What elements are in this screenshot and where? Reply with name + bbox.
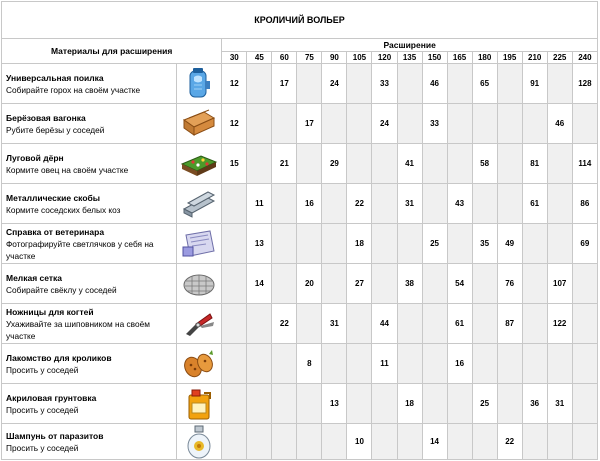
level-header: 60 [272,52,297,64]
value-cell [472,264,497,304]
value-cell [472,344,497,384]
value-cell [372,184,397,224]
value-cell [397,304,422,344]
table-row [2,344,598,384]
level-header: 30 [222,52,247,64]
value-cell: 122 [547,304,572,344]
value-cell: 76 [497,264,522,304]
table-row [2,64,598,104]
shampoo-icon [177,424,222,460]
value-cell [572,264,597,304]
value-cell [322,184,347,224]
value-cell [522,304,547,344]
value-cell [447,144,472,184]
level-header: 135 [397,52,422,64]
material-name: Металлические скобы [6,192,101,203]
table-row [2,104,598,144]
table-title: КРОЛИЧИЙ ВОЛЬЕР [2,2,598,39]
material-hint: Собирайте свёклу у соседей [6,284,117,295]
value-cell [272,224,297,264]
value-cell: 25 [422,224,447,264]
value-cell: 33 [372,64,397,104]
value-cell: 128 [572,64,597,104]
value-cell: 114 [572,144,597,184]
value-cell: 15 [222,144,247,184]
material-name: Мелкая сетка [6,272,62,283]
value-cell [422,384,447,424]
value-cell [497,144,522,184]
value-cell: 18 [347,224,372,264]
value-cell [497,104,522,144]
value-cell [247,304,272,344]
material-hint: Фотографируйте светлячков у себя на участке [6,238,154,261]
value-cell: 24 [372,104,397,144]
value-cell: 36 [522,384,547,424]
value-cell [522,344,547,384]
level-header: 240 [572,52,597,64]
value-cell [322,224,347,264]
value-cell: 81 [522,144,547,184]
material-hint: Просить у соседей [6,364,79,375]
value-cell: 54 [447,264,472,304]
value-cell: 87 [497,304,522,344]
value-cell [547,224,572,264]
value-cell [297,224,322,264]
value-cell [397,424,422,460]
value-cell: 20 [297,264,322,304]
value-cell [222,224,247,264]
value-cell: 10 [347,424,372,460]
table-row [2,184,598,224]
value-cell: 61 [447,304,472,344]
value-cell [422,304,447,344]
material-cell [2,104,177,144]
value-cell: 11 [372,344,397,384]
value-cell: 18 [397,384,422,424]
value-cell: 24 [322,64,347,104]
value-cell: 46 [422,64,447,104]
material-name: Луговой дёрн [6,152,64,163]
value-cell: 27 [347,264,372,304]
table-row [2,424,598,460]
value-cell [422,184,447,224]
value-cell [547,64,572,104]
material-cell [2,224,177,264]
expansion-header: Расширение [222,39,598,52]
value-cell: 12 [222,104,247,144]
value-cell: 33 [422,104,447,144]
value-cell [472,424,497,460]
value-cell [272,104,297,144]
level-header: 105 [347,52,372,64]
water-bottle-icon [177,64,222,104]
value-cell: 31 [547,384,572,424]
value-cell [347,104,372,144]
value-cell [322,104,347,144]
turf-icon [177,144,222,184]
value-cell [397,104,422,144]
value-cell [322,264,347,304]
value-cell [297,64,322,104]
value-cell: 17 [297,104,322,144]
value-cell: 22 [272,304,297,344]
material-hint: Кормите овец на своём участке [6,164,129,175]
value-cell [447,64,472,104]
value-cell [347,64,372,104]
material-cell [2,264,177,304]
value-cell [347,144,372,184]
value-cell: 17 [272,64,297,104]
value-cell [472,104,497,144]
material-cell [2,344,177,384]
table-row [2,264,598,304]
value-cell: 13 [247,224,272,264]
value-cell: 43 [447,184,472,224]
value-cell [222,344,247,384]
value-cell: 29 [322,144,347,184]
value-cell [572,104,597,144]
material-hint: Просить у соседей [6,404,79,415]
value-cell: 49 [497,224,522,264]
value-cell [572,344,597,384]
value-cell: 8 [297,344,322,384]
value-cell: 69 [572,224,597,264]
material-hint: Ухаживайте за шиповником на своём участке [6,318,150,341]
table-row [2,224,598,264]
value-cell [397,224,422,264]
material-cell [2,424,177,460]
value-cell: 38 [397,264,422,304]
level-header: 75 [297,52,322,64]
value-cell: 86 [572,184,597,224]
material-name: Акриловая грунтовка [6,392,97,403]
value-cell [447,384,472,424]
value-cell: 31 [397,184,422,224]
value-cell [272,184,297,224]
material-cell [2,304,177,344]
value-cell [222,384,247,424]
level-header: 150 [422,52,447,64]
level-header: 210 [522,52,547,64]
level-header: 195 [497,52,522,64]
value-cell: 22 [497,424,522,460]
value-cell [547,344,572,384]
value-cell: 14 [247,264,272,304]
value-cell [372,144,397,184]
level-header: 90 [322,52,347,64]
value-cell: 58 [472,144,497,184]
value-cell [522,424,547,460]
value-cell [447,224,472,264]
value-cell [347,384,372,424]
value-cell [372,384,397,424]
value-cell: 11 [247,184,272,224]
value-cell [272,264,297,304]
value-cell: 14 [422,424,447,460]
value-cell: 65 [472,64,497,104]
value-cell [572,384,597,424]
expansion-table [1,1,598,460]
value-cell [472,184,497,224]
vet-certificate-icon [177,224,222,264]
level-header: 165 [447,52,472,64]
value-cell [422,264,447,304]
level-header: 120 [372,52,397,64]
value-cell [297,384,322,424]
value-cell [372,264,397,304]
value-cell [547,144,572,184]
value-cell: 61 [522,184,547,224]
value-cell [397,344,422,384]
value-cell [247,424,272,460]
value-cell [522,264,547,304]
value-cell: 21 [272,144,297,184]
value-cell [272,344,297,384]
acrylic-primer-icon [177,384,222,424]
value-cell [497,64,522,104]
value-cell [222,264,247,304]
value-cell [547,184,572,224]
materials-header: Материалы для расширения [2,39,222,64]
wire-mesh-icon [177,264,222,304]
value-cell [247,144,272,184]
value-cell [447,424,472,460]
value-cell: 91 [522,64,547,104]
value-cell [297,144,322,184]
value-cell [572,424,597,460]
value-cell: 25 [472,384,497,424]
value-cell [497,344,522,384]
material-cell [2,384,177,424]
value-cell: 22 [347,184,372,224]
material-cell [2,144,177,184]
value-cell [372,424,397,460]
material-name: Шампунь от паразитов [6,430,104,441]
material-hint: Собирайте горох на своём участке [6,84,141,95]
material-cell [2,184,177,224]
table-row [2,144,598,184]
value-cell [272,424,297,460]
level-header: 180 [472,52,497,64]
material-cell [2,64,177,104]
wood-planks-icon [177,104,222,144]
value-cell [222,424,247,460]
level-header: 225 [547,52,572,64]
value-cell [247,64,272,104]
value-cell [222,184,247,224]
value-cell [497,184,522,224]
value-cell [297,424,322,460]
value-cell: 46 [547,104,572,144]
value-cell [347,344,372,384]
material-name: Справка от ветеринара [6,226,105,237]
value-cell: 16 [447,344,472,384]
metal-brackets-icon [177,184,222,224]
value-cell [472,304,497,344]
value-cell [272,384,297,424]
material-hint: Рубите берёзы у соседей [6,124,105,135]
value-cell: 44 [372,304,397,344]
value-cell [422,344,447,384]
value-cell [522,104,547,144]
material-name: Лакомство для кроликов [6,352,112,363]
table-row [2,384,598,424]
material-hint: Кормите соседских белых коз [6,204,121,215]
material-name: Универсальная поилка [6,72,104,83]
value-cell: 41 [397,144,422,184]
value-cell [547,424,572,460]
level-header: 45 [247,52,272,64]
value-cell [322,344,347,384]
value-cell: 107 [547,264,572,304]
material-hint: Просить у соседей [6,442,79,453]
value-cell [297,304,322,344]
value-cell: 12 [222,64,247,104]
value-cell [322,424,347,460]
table-row [2,304,598,344]
value-cell [222,304,247,344]
value-cell: 31 [322,304,347,344]
value-cell [347,304,372,344]
material-name: Берёзовая вагонка [6,112,86,123]
value-cell [422,144,447,184]
value-cell [247,344,272,384]
value-cell [522,224,547,264]
value-cell [247,384,272,424]
value-cell: 13 [322,384,347,424]
value-cell [247,104,272,144]
value-cell [372,224,397,264]
value-cell [497,384,522,424]
value-cell: 35 [472,224,497,264]
value-cell [397,64,422,104]
rabbit-treat-icon [177,344,222,384]
value-cell: 16 [297,184,322,224]
value-cell [447,104,472,144]
value-cell [572,304,597,344]
material-name: Ножницы для когтей [6,306,94,317]
claw-clippers-icon [177,304,222,344]
